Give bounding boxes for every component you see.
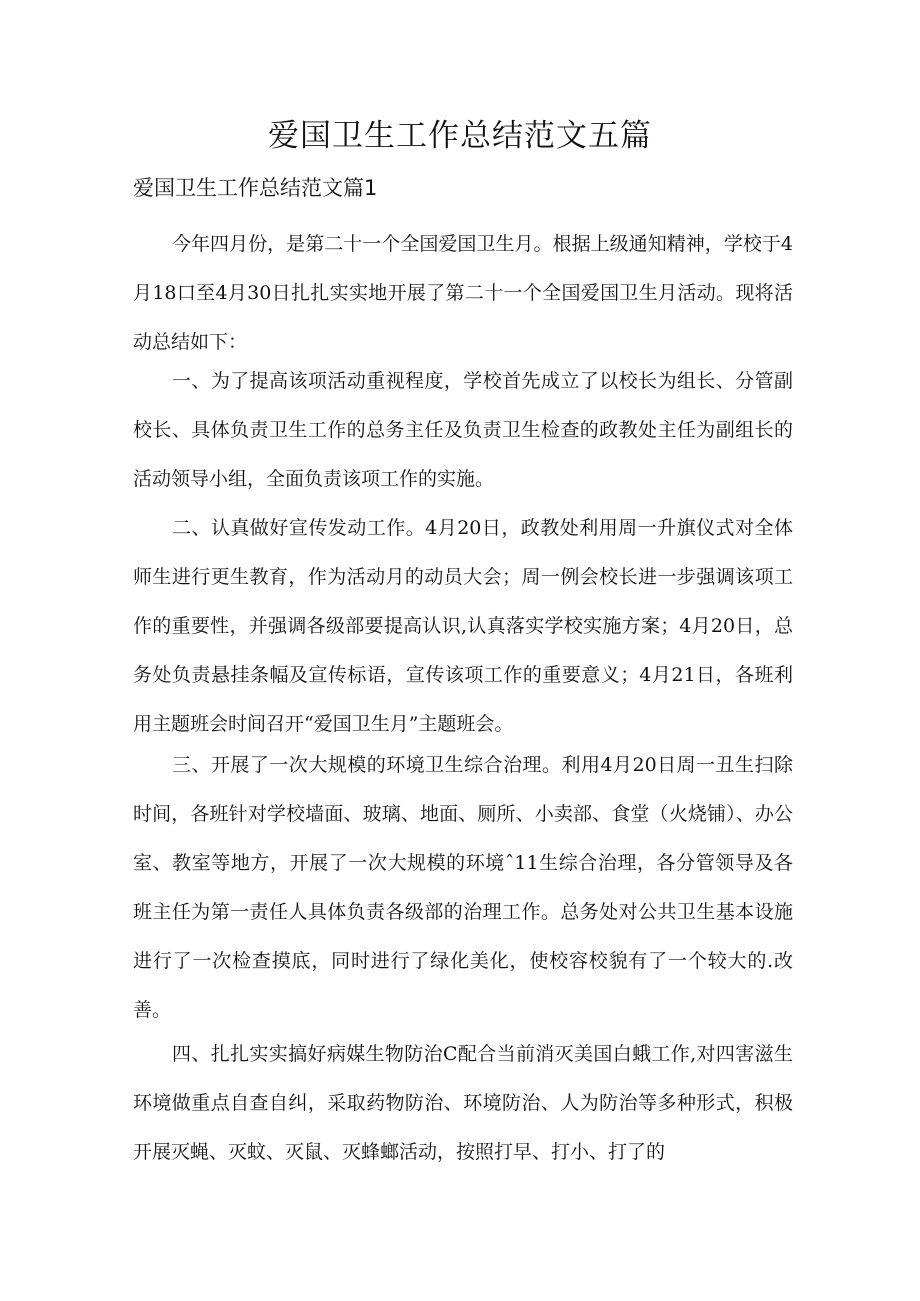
- paragraph-intro: 今年四月份，是第二十一个全国爱国卫生月。根据上级通知精神，学校于4月18口至4月30日扎扎实实地开展了第二十一个全国爱国卫生月活动。现将活动总结如下：: [133, 233, 793, 353]
- document-title: 爱国卫生工作总结范文五篇: [268, 118, 652, 154]
- paragraph-item-4: 四、扎扎实实搞好病媒生物防治C配合当前消灭美国白蛾工作,对四害滋生环境做重点自查自纠，采取药物防治、环境防治、人为防治等多种形式，积极开展灭蝇、灭蚊、灭鼠、灭蜂螂活动，按照打早、打小、打了的: [133, 1043, 793, 1163]
- paragraph-item-1: 一、为了提高该项活动重视程度，学校首先成立了以校长为组长、分管副校长、具体负责卫生工作的总务主任及负责卫生检查的政教处主任为副组长的活动领导小组，全面负责该项工作的实施。: [133, 370, 793, 490]
- paragraph-item-2: 二、认真做好宣传发动工作。4月20日，政教处利用周一升旗仪式对全体师生进行更生教育，作为活动月的动员大会；周一例会校长进一步强调该项工作的重要性，并强调各级部要提高认识,认真落实学校实施方案；4月20日，总务处负责悬挂条幅及宣传标语，宣传该项工作的重要意义；4月21日，各班利用主题班会时间召开“爱国卫生月”主题班会。: [133, 517, 793, 735]
- paragraph-item-3: 三、开展了一次大规模的环境卫生综合治理。利用4月20日周一丑生扫除时间，各班针对学校墙面、玻璃、地面、厕所、小卖部、食堂（火烧铺）、办公室、教室等地方，开展了一次大规模的环境ˆ11生综合治理，各分管领导及各班主任为第一责任人具体负责各级部的治理工作。总务处对公共卫生基本设施进行了一次检查摸底，同时进行了绿化美化，使校容校貌有了一个较大的.改善。: [133, 754, 793, 1021]
- section-heading: 爱国卫生工作总结范文篇1: [133, 176, 378, 200]
